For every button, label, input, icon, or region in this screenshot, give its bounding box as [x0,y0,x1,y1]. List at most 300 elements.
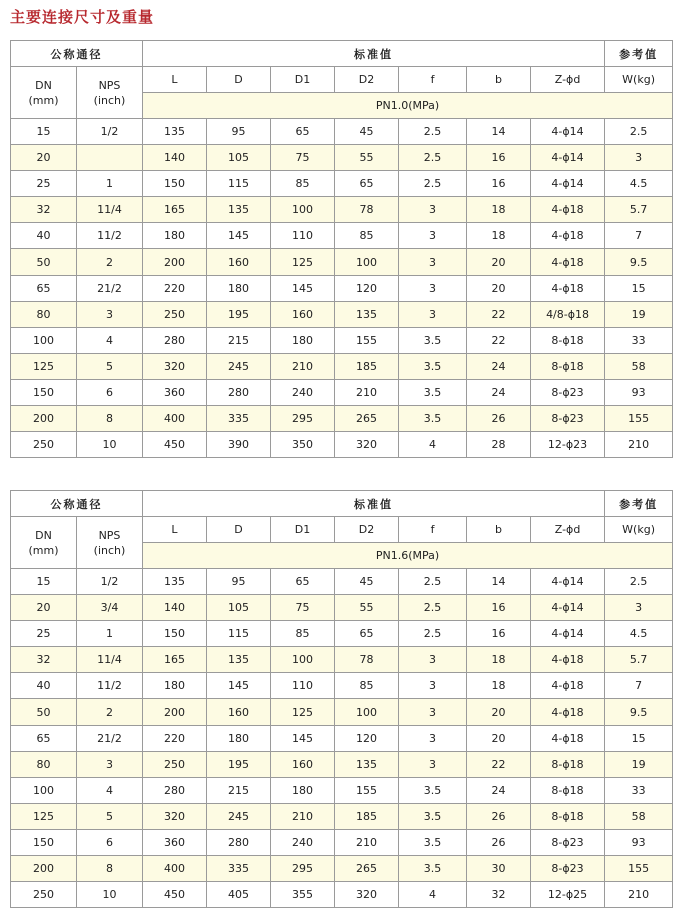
cell-l: 165 [143,647,207,673]
cell-nps: 8 [77,406,143,432]
cell-weight: 19 [605,751,673,777]
cell-dn: 40 [11,223,77,249]
header-dn [11,67,77,119]
cell-b: 16 [467,595,531,621]
cell-z-d: 4-ϕ14 [531,621,605,647]
cell-b: 18 [467,197,531,223]
cell-weight: 2.5 [605,569,673,595]
cell-f: 3 [399,197,467,223]
header-d1: D1 [271,67,335,93]
cell-z-d: 4-ϕ18 [531,197,605,223]
cell-dn: 80 [11,301,77,327]
cell-d1: 180 [271,327,335,353]
cell-l: 280 [143,777,207,803]
cell-l: 220 [143,725,207,751]
cell-z-d: 4-ϕ18 [531,249,605,275]
cell-d: 215 [207,327,271,353]
cell-nps: 1 [77,171,143,197]
cell-d: 390 [207,432,271,458]
table-row [11,673,673,699]
cell-d: 145 [207,223,271,249]
cell-weight: 2.5 [605,119,673,145]
cell-weight: 9.5 [605,699,673,725]
header-dn-unit: (mm) [28,543,59,557]
cell-nps: 2 [77,699,143,725]
cell-d: 115 [207,621,271,647]
table-row [11,725,673,751]
cell-weight: 15 [605,275,673,301]
cell-dn: 15 [11,119,77,145]
cell-d: 195 [207,751,271,777]
cell-b: 26 [467,803,531,829]
cell-f: 3.5 [399,803,467,829]
cell-b: 24 [467,777,531,803]
cell-b: 26 [467,406,531,432]
cell-z-d: 8-ϕ18 [531,803,605,829]
cell-f: 2.5 [399,119,467,145]
cell-z-d: 4-ϕ18 [531,673,605,699]
cell-dn: 25 [11,621,77,647]
cell-d1: 110 [271,673,335,699]
header-weight: W(kg) [605,517,673,543]
cell-z-d: 4-ϕ18 [531,699,605,725]
cell-d1: 85 [271,621,335,647]
cell-d: 135 [207,647,271,673]
cell-d2: 100 [335,249,399,275]
cell-dn: 125 [11,353,77,379]
pressure-rating: PN1.6(MPa) [143,543,673,569]
cell-weight: 155 [605,856,673,882]
table-row [11,882,673,908]
table-row [11,119,673,145]
cell-weight: 7 [605,223,673,249]
cell-b: 30 [467,856,531,882]
header-nps-label: NPS [98,528,121,542]
cell-f: 3 [399,301,467,327]
cell-d2: 265 [335,406,399,432]
table-row [11,327,673,353]
cell-f: 3.5 [399,777,467,803]
cell-d1: 100 [271,197,335,223]
cell-l: 320 [143,353,207,379]
cell-b: 22 [467,301,531,327]
cell-z-d: 8-ϕ23 [531,379,605,405]
cell-d: 145 [207,673,271,699]
cell-z-d: 4/8-ϕ18 [531,301,605,327]
cell-d2: 210 [335,829,399,855]
cell-weight: 93 [605,829,673,855]
header-dn-unit: (mm) [28,93,59,107]
header-l: L [143,517,207,543]
cell-d1: 295 [271,406,335,432]
cell-l: 140 [143,145,207,171]
cell-z-d: 8-ϕ18 [531,353,605,379]
cell-d1: 100 [271,647,335,673]
cell-d: 245 [207,353,271,379]
cell-weight: 5.7 [605,197,673,223]
cell-nps: 3 [77,751,143,777]
cell-z-d: 4-ϕ14 [531,595,605,621]
cell-weight: 33 [605,327,673,353]
cell-nps: 10 [77,882,143,908]
table-row [11,432,673,458]
cell-z-d: 8-ϕ18 [531,751,605,777]
cell-d2: 100 [335,699,399,725]
cell-b: 28 [467,432,531,458]
header-standard: 标准值 [143,41,605,67]
cell-dn: 65 [11,725,77,751]
cell-weight: 4.5 [605,621,673,647]
cell-weight: 210 [605,882,673,908]
cell-dn: 40 [11,673,77,699]
cell-d2: 265 [335,856,399,882]
header-d: D [207,67,271,93]
cell-f: 2.5 [399,569,467,595]
cell-f: 2.5 [399,595,467,621]
cell-dn: 32 [11,197,77,223]
cell-z-d: 8-ϕ23 [531,406,605,432]
cell-f: 3 [399,673,467,699]
cell-f: 3 [399,223,467,249]
cell-b: 20 [467,725,531,751]
cell-d1: 355 [271,882,335,908]
header-f: f [399,517,467,543]
cell-b: 20 [467,275,531,301]
header-dn-label: DN [35,78,52,92]
header-nominal: 公称通径 [11,41,143,67]
cell-d2: 78 [335,197,399,223]
cell-d1: 160 [271,301,335,327]
cell-dn: 250 [11,882,77,908]
cell-d2: 155 [335,327,399,353]
cell-d1: 125 [271,699,335,725]
cell-l: 165 [143,197,207,223]
cell-l: 150 [143,621,207,647]
cell-d: 160 [207,699,271,725]
cell-weight: 5.7 [605,647,673,673]
header-nps-unit: (inch) [93,93,126,107]
cell-z-d: 4-ϕ18 [531,275,605,301]
cell-f: 4 [399,432,467,458]
table-row [11,353,673,379]
cell-d: 115 [207,171,271,197]
cell-b: 14 [467,569,531,595]
cell-d: 95 [207,119,271,145]
table-row [11,647,673,673]
cell-d: 215 [207,777,271,803]
cell-d1: 145 [271,275,335,301]
cell-b: 16 [467,621,531,647]
cell-b: 18 [467,647,531,673]
cell-dn: 15 [11,569,77,595]
cell-b: 16 [467,171,531,197]
cell-nps: 6 [77,829,143,855]
table-row [11,406,673,432]
cell-weight: 58 [605,803,673,829]
header-b: b [467,517,531,543]
pressure-rating: PN1.0(MPa) [143,93,673,119]
cell-d2: 55 [335,595,399,621]
cell-d1: 125 [271,249,335,275]
cell-z-d: 4-ϕ14 [531,145,605,171]
table-row [11,171,673,197]
cell-f: 3.5 [399,856,467,882]
cell-d: 280 [207,829,271,855]
table-row [11,275,673,301]
cell-d: 180 [207,275,271,301]
dimension-table-pn10 [10,40,673,458]
cell-d1: 210 [271,803,335,829]
cell-l: 250 [143,751,207,777]
cell-l: 180 [143,673,207,699]
cell-d1: 295 [271,856,335,882]
cell-nps: 5 [77,803,143,829]
header-d: D [207,517,271,543]
cell-nps: 5 [77,353,143,379]
cell-d2: 185 [335,353,399,379]
cell-f: 3.5 [399,379,467,405]
cell-z-d: 8-ϕ18 [531,327,605,353]
cell-f: 2.5 [399,621,467,647]
cell-d: 335 [207,406,271,432]
cell-d: 335 [207,856,271,882]
cell-d: 245 [207,803,271,829]
header-nps [77,517,143,569]
cell-d1: 240 [271,829,335,855]
cell-b: 18 [467,673,531,699]
cell-d: 280 [207,379,271,405]
cell-nps: 1/2 [77,569,143,595]
cell-dn: 150 [11,379,77,405]
cell-d2: 65 [335,621,399,647]
table-row [11,829,673,855]
cell-z-d: 4-ϕ14 [531,119,605,145]
table-row [11,301,673,327]
cell-dn: 150 [11,829,77,855]
cell-weight: 3 [605,145,673,171]
cell-d2: 120 [335,725,399,751]
cell-dn: 20 [11,595,77,621]
cell-b: 24 [467,379,531,405]
cell-f: 2.5 [399,171,467,197]
header-nps-label: NPS [98,78,121,92]
cell-dn: 200 [11,406,77,432]
cell-l: 280 [143,327,207,353]
table-row [11,621,673,647]
cell-f: 3.5 [399,327,467,353]
cell-nps: 1 [77,621,143,647]
dimension-table-pn16 [10,490,673,908]
cell-f: 2.5 [399,145,467,171]
cell-d1: 210 [271,353,335,379]
cell-f: 3 [399,647,467,673]
cell-d: 180 [207,725,271,751]
cell-dn: 32 [11,647,77,673]
cell-z-d: 4-ϕ14 [531,569,605,595]
cell-d2: 78 [335,647,399,673]
cell-d1: 75 [271,145,335,171]
cell-d2: 135 [335,301,399,327]
cell-b: 18 [467,223,531,249]
cell-weight: 155 [605,406,673,432]
header-nps-unit: (inch) [93,543,126,557]
cell-l: 450 [143,882,207,908]
cell-d2: 45 [335,119,399,145]
cell-dn: 20 [11,145,77,171]
cell-d: 95 [207,569,271,595]
cell-b: 26 [467,829,531,855]
table-body [11,569,673,908]
table-row [11,223,673,249]
cell-l: 360 [143,379,207,405]
header-b: b [467,67,531,93]
cell-d2: 155 [335,777,399,803]
cell-d1: 85 [271,171,335,197]
cell-l: 320 [143,803,207,829]
cell-b: 22 [467,327,531,353]
cell-l: 135 [143,119,207,145]
cell-nps: 3/4 [77,595,143,621]
cell-weight: 9.5 [605,249,673,275]
header-d2: D2 [335,517,399,543]
cell-nps: 4 [77,777,143,803]
cell-f: 3 [399,249,467,275]
cell-dn: 250 [11,432,77,458]
cell-weight: 58 [605,353,673,379]
cell-nps: 21/2 [77,725,143,751]
cell-d2: 210 [335,379,399,405]
cell-d2: 55 [335,145,399,171]
cell-d1: 65 [271,119,335,145]
cell-d2: 85 [335,673,399,699]
cell-f: 4 [399,882,467,908]
table-row [11,777,673,803]
table-row [11,145,673,171]
cell-weight: 3 [605,595,673,621]
cell-nps: 2 [77,249,143,275]
cell-nps: 11/4 [77,647,143,673]
header-z-d: Z-ϕd [531,517,605,543]
cell-weight: 15 [605,725,673,751]
cell-nps: 21/2 [77,275,143,301]
cell-dn: 100 [11,777,77,803]
cell-z-d: 8-ϕ23 [531,829,605,855]
cell-d1: 65 [271,569,335,595]
table-row [11,751,673,777]
cell-dn: 100 [11,327,77,353]
cell-b: 24 [467,353,531,379]
header-nominal: 公称通径 [11,491,143,517]
cell-d: 405 [207,882,271,908]
cell-nps: 11/2 [77,673,143,699]
cell-dn: 25 [11,171,77,197]
cell-z-d: 8-ϕ18 [531,777,605,803]
cell-z-d: 4-ϕ18 [531,223,605,249]
cell-f: 3 [399,725,467,751]
table-row [11,379,673,405]
cell-d2: 120 [335,275,399,301]
cell-z-d: 12-ϕ23 [531,432,605,458]
cell-weight: 19 [605,301,673,327]
table-row [11,803,673,829]
cell-l: 140 [143,595,207,621]
table-row [11,699,673,725]
cell-z-d: 4-ϕ18 [531,647,605,673]
cell-b: 22 [467,751,531,777]
cell-l: 220 [143,275,207,301]
cell-nps: 8 [77,856,143,882]
cell-dn: 125 [11,803,77,829]
cell-d: 105 [207,595,271,621]
cell-nps: 11/4 [77,197,143,223]
cell-d2: 135 [335,751,399,777]
cell-b: 20 [467,699,531,725]
cell-b: 14 [467,119,531,145]
cell-d: 135 [207,197,271,223]
cell-b: 32 [467,882,531,908]
cell-d1: 160 [271,751,335,777]
header-d1: D1 [271,517,335,543]
cell-b: 20 [467,249,531,275]
header-nps [77,67,143,119]
table-row [11,595,673,621]
table-row [11,569,673,595]
cell-nps: 4 [77,327,143,353]
cell-d1: 145 [271,725,335,751]
cell-dn: 50 [11,699,77,725]
cell-l: 150 [143,171,207,197]
header-reference: 参考值 [605,491,673,517]
cell-f: 3 [399,699,467,725]
page-title: 主要连接尺寸及重量 [10,8,155,26]
cell-l: 400 [143,856,207,882]
cell-d2: 320 [335,432,399,458]
cell-d1: 180 [271,777,335,803]
cell-f: 3 [399,751,467,777]
header-weight: W(kg) [605,67,673,93]
cell-weight: 7 [605,673,673,699]
cell-d1: 110 [271,223,335,249]
cell-weight: 210 [605,432,673,458]
cell-l: 450 [143,432,207,458]
cell-d1: 350 [271,432,335,458]
cell-d1: 240 [271,379,335,405]
cell-d1: 75 [271,595,335,621]
cell-d: 195 [207,301,271,327]
header-z-d: Z-ϕd [531,67,605,93]
cell-z-d: 4-ϕ14 [531,171,605,197]
cell-d: 160 [207,249,271,275]
header-f: f [399,67,467,93]
cell-f: 3.5 [399,353,467,379]
cell-weight: 93 [605,379,673,405]
cell-l: 200 [143,699,207,725]
cell-l: 400 [143,406,207,432]
cell-l: 360 [143,829,207,855]
cell-l: 135 [143,569,207,595]
table-row [11,249,673,275]
cell-nps: 1/2 [77,119,143,145]
cell-f: 3.5 [399,829,467,855]
cell-nps: 3 [77,301,143,327]
header-dn-label: DN [35,528,52,542]
cell-z-d: 12-ϕ25 [531,882,605,908]
cell-d2: 65 [335,171,399,197]
cell-weight: 33 [605,777,673,803]
header-dn [11,517,77,569]
cell-d2: 320 [335,882,399,908]
cell-weight: 4.5 [605,171,673,197]
